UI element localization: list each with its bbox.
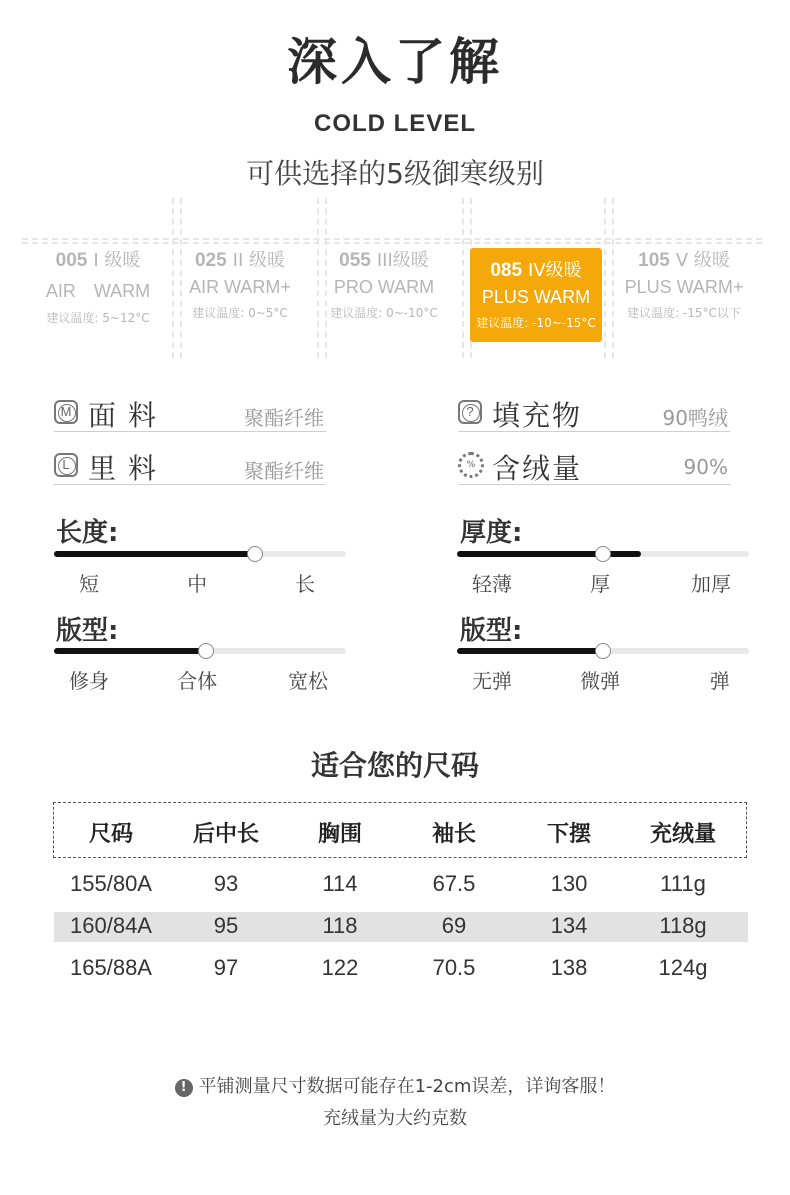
- size-table-title: 适合您的尺码: [310, 749, 479, 782]
- level-code: 105: [638, 250, 670, 271]
- stretch-title: 版型:: [460, 616, 523, 646]
- table-cell: 124g: [658, 955, 708, 980]
- table-cell: 69: [441, 913, 467, 938]
- table-cell: 67.5: [432, 871, 476, 896]
- table-cell: 118g: [659, 913, 707, 938]
- level-code: 055: [339, 250, 371, 271]
- divider: [22, 242, 762, 244]
- thickness-slider: [457, 551, 749, 557]
- table-cell: 95: [213, 913, 239, 938]
- tick-label: 弹: [709, 669, 730, 693]
- level-card[interactable]: [30, 246, 166, 340]
- material-value: 聚酯纤维: [244, 406, 324, 430]
- divider: [604, 198, 606, 358]
- level-grade: IV级暖: [528, 260, 582, 281]
- level-temp: 建议温度: 5~12°C: [46, 311, 150, 325]
- material-value: 聚酯纤维: [244, 459, 324, 483]
- tick-label: 修身: [69, 669, 110, 693]
- length-slider: [54, 551, 346, 557]
- table-header-cell: 下摆: [546, 822, 591, 847]
- table-cell: 70.5: [432, 955, 476, 980]
- level-name: AIR WARM+: [189, 277, 291, 297]
- slider-knob: [595, 546, 611, 562]
- fit-title: 版型:: [56, 616, 119, 646]
- divider: [612, 198, 614, 358]
- fabric-icon: M: [54, 400, 78, 424]
- question-icon: ?: [458, 400, 482, 424]
- level-temp: 建议温度: 0~-10°C: [330, 306, 438, 320]
- table-cell: 165/88A: [70, 955, 152, 980]
- warning-icon: !: [175, 1079, 193, 1097]
- cold-level-strip: [22, 198, 762, 358]
- tick-label: 微弹: [580, 669, 621, 693]
- tick-label: 厚: [590, 572, 611, 596]
- table-row: [54, 954, 748, 984]
- table-cell: 155/80A: [70, 871, 152, 896]
- stretch-slider: [457, 648, 749, 654]
- material-label: 面料: [88, 399, 169, 432]
- table-cell: 122: [321, 955, 359, 980]
- fit-ticks: [54, 665, 346, 691]
- subtitle-cn: 可供选择的5级御寒级别: [246, 157, 544, 190]
- level-name: PLUS WARM: [481, 287, 591, 307]
- material-row-down: [458, 449, 730, 485]
- level-grade: II 级暖: [232, 250, 286, 271]
- slider-knob: [198, 643, 214, 659]
- level-code: 025: [194, 250, 227, 271]
- fit-slider: [54, 648, 346, 654]
- table-header-cell: 充绒量: [649, 822, 716, 847]
- table-cell: 111g: [660, 871, 706, 896]
- table-cell: 134: [550, 913, 588, 938]
- table-cell: 114: [322, 871, 358, 896]
- table-header-cell: 袖长: [431, 822, 476, 847]
- level-card[interactable]: [316, 246, 452, 340]
- tick-label: 短: [79, 572, 100, 596]
- level-temp: 建议温度: 0~5°C: [192, 306, 288, 320]
- level-grade: V 级暖: [675, 250, 730, 271]
- material-label: 里料: [88, 452, 169, 485]
- table-cell: 130: [550, 871, 588, 896]
- slider-fill: [457, 648, 603, 654]
- material-label: 填充物: [492, 399, 583, 432]
- level-name: PRO WARM: [333, 277, 435, 297]
- level-temp: 建议温度: -10~-15°C: [476, 316, 596, 330]
- level-code: 005: [55, 250, 88, 271]
- tick-label: 轻薄: [472, 572, 513, 596]
- slider-knob: [247, 546, 263, 562]
- length-ticks: [54, 568, 346, 594]
- level-card[interactable]: [172, 246, 308, 340]
- level-code: 085: [490, 260, 523, 281]
- lining-icon: L: [54, 453, 78, 477]
- tick-label: 长: [295, 572, 316, 596]
- table-row: [54, 870, 748, 900]
- divider: [462, 198, 464, 358]
- table-header-cell: 尺码: [88, 822, 133, 847]
- table-header-cell: 后中长: [192, 822, 259, 847]
- page-title: 深入了解: [287, 33, 503, 91]
- thickness-title: 厚度:: [460, 518, 523, 548]
- level-temp: 建议温度: -15°C以下: [627, 306, 741, 320]
- table-cell: 93: [213, 871, 239, 896]
- size-table-header: [53, 802, 747, 858]
- level-grade: I 级暖: [93, 250, 141, 271]
- material-value: 90鸭绒: [662, 406, 728, 430]
- slider-fill: [54, 648, 206, 654]
- length-title: 长度:: [56, 518, 119, 548]
- tick-label: 无弹: [472, 669, 513, 693]
- material-value: 90%: [683, 455, 728, 479]
- level-card-active[interactable]: [470, 248, 602, 342]
- tick-label: 中: [187, 572, 208, 596]
- stretch-ticks: [457, 665, 749, 691]
- table-cell: 160/84A: [70, 913, 152, 938]
- slider-knob: [595, 643, 611, 659]
- tick-label: 宽松: [288, 669, 329, 693]
- slider-fill: [457, 551, 641, 557]
- down-note: 充绒量为大约克数: [323, 1108, 467, 1129]
- level-card[interactable]: [616, 246, 752, 340]
- material-row-fabric: [54, 396, 326, 432]
- table-cell: 138: [550, 955, 588, 980]
- table-cell: 118: [322, 913, 358, 938]
- divider: [22, 238, 762, 240]
- material-label: 含绒量: [492, 452, 583, 485]
- thickness-ticks: [457, 568, 749, 594]
- measurement-note: [0, 1072, 790, 1098]
- level-grade: III级暖: [376, 250, 429, 271]
- subtitle-en: COLD LEVEL: [313, 110, 476, 137]
- tick-label: 合体: [177, 669, 218, 693]
- level-name: AIR WARM: [45, 281, 151, 301]
- note-text: 平铺测量尺寸数据可能存在1-2cm误差，详询客服！: [198, 1076, 616, 1097]
- table-header-cell: 胸围: [317, 822, 362, 847]
- material-row-filling: [458, 396, 730, 432]
- material-row-lining: [54, 449, 326, 485]
- tick-label: 加厚: [691, 572, 732, 596]
- table-cell: 97: [213, 955, 239, 980]
- percent-icon: %: [458, 452, 484, 478]
- table-row: [54, 912, 748, 942]
- slider-fill: [54, 551, 255, 557]
- level-name: PLUS WARM+: [624, 277, 744, 297]
